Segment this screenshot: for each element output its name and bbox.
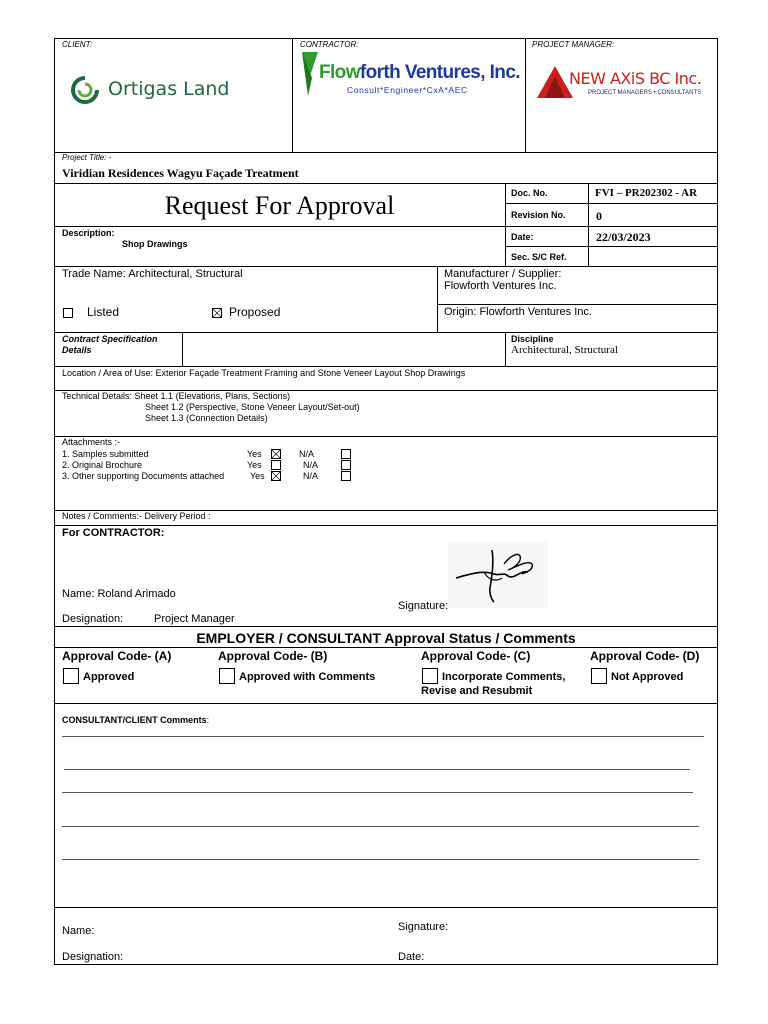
notes-text: Notes / Comments:- Delivery Period :	[62, 511, 211, 521]
incorporate-comments-checkbox[interactable]	[422, 668, 438, 684]
project-title: Viridian Residences Wagyu Façade Treatment	[62, 166, 299, 180]
client-label: CLIENT:	[62, 40, 93, 49]
attachment-na-checkbox-1[interactable]	[341, 449, 351, 459]
attachment-yes-label-1: Yes	[247, 449, 262, 459]
consultant-row-top	[54, 703, 718, 704]
approval-row-top	[54, 626, 718, 627]
approved-checkbox[interactable]	[63, 668, 79, 684]
contractor-logo-name-a: Flow	[319, 62, 360, 83]
signoff-row-top	[54, 907, 718, 908]
description-label: Description:	[62, 228, 115, 238]
description-value: Shop Drawings	[122, 239, 188, 249]
approved-label: Approved	[83, 671, 135, 683]
sec-ref-label: Sec. S/C Ref.	[511, 252, 567, 262]
rfa-line-2	[505, 226, 718, 227]
spec-row-top	[54, 332, 718, 333]
contractor-label: CONTRACTOR:	[300, 40, 359, 49]
client-logo	[70, 74, 240, 106]
client-logo-text: Ortigas Land	[108, 78, 230, 100]
rfa-line-3	[54, 226, 505, 227]
date-value: 22/03/2023	[596, 230, 651, 244]
revision-label: Revision No.	[511, 210, 566, 220]
attachment-na-checkbox-2[interactable]	[341, 460, 351, 470]
rfa-line-1	[505, 203, 718, 204]
proposed-checkbox[interactable]	[212, 308, 222, 318]
project-title-label: Project Title: -	[62, 153, 112, 162]
approval-heading-line	[54, 647, 718, 648]
check-x-icon	[272, 472, 280, 480]
attachment-yes-label-2: Yes	[247, 460, 262, 470]
attachments-label: Attachments :-	[62, 437, 121, 447]
contractor-designation-value: Project Manager	[154, 613, 235, 625]
approval-code-a: Approval Code- (A)	[62, 649, 172, 663]
rfa-divider-left	[505, 183, 506, 267]
doc-no-label: Doc. No.	[511, 188, 548, 198]
attachment-yes-label-3: Yes	[250, 471, 265, 481]
attachment-label-2: 2. Original Brochure	[62, 460, 143, 470]
check-x-icon	[213, 309, 221, 317]
project-row-top	[54, 152, 718, 153]
consultant-designation-label: Designation:	[62, 951, 124, 963]
contractor-logo	[300, 50, 520, 100]
pm-logo-tagline: PROJECT MANAGERS • CONSULTANTS	[588, 90, 702, 96]
ortigas-swirl-icon	[70, 75, 100, 105]
discipline-label: Discipline	[511, 334, 554, 344]
spec-label-1: Contract Specification	[62, 334, 158, 344]
consultant-date-label: Date:	[398, 951, 425, 963]
comment-line-5[interactable]	[62, 859, 699, 860]
doc-no-value: FVI – PR202302 - AR	[595, 187, 698, 199]
attachment-na-checkbox-3[interactable]	[341, 471, 351, 481]
listed-label: Listed	[87, 305, 120, 319]
approved-with-comments-checkbox[interactable]	[219, 668, 235, 684]
contractor-logo-name-b: forth Ventures, Inc.	[359, 62, 520, 83]
contractor-logo-tagline: Consult*Engineer*CxA*AEC	[347, 85, 468, 95]
date-label: Date:	[511, 232, 534, 242]
consultant-comments-colon: :	[206, 715, 210, 725]
approval-code-d: Approval Code- (D)	[590, 649, 700, 663]
attachment-na-label-3: N/A	[303, 471, 319, 481]
project-manager-label: PROJECT MANAGER:	[532, 40, 615, 49]
listed-checkbox[interactable]	[63, 308, 73, 318]
manufacturer-value: Flowforth Ventures Inc.	[444, 280, 557, 292]
proposed-label: Proposed	[229, 305, 281, 319]
revise-resubmit-label: Revise and Resubmit	[421, 685, 533, 697]
spec-divider-2	[505, 332, 506, 366]
technical-line-3: Sheet 1.3 (Connection Details)	[145, 413, 268, 423]
location-text: Location / Area of Use: Exterior Façade Treatment Framing and Stone Veneer Layout Shop Drawings	[62, 368, 466, 378]
contractor-row-top	[54, 525, 718, 526]
attachment-label-3: 3. Other supporting Documents attached	[62, 471, 225, 481]
header-divider-2	[525, 38, 526, 153]
approved-with-comments-label: Approved with Comments	[239, 671, 376, 683]
consultant-signature-label: Signature:	[398, 921, 449, 933]
attachment-yes-checkbox-1[interactable]	[271, 449, 281, 459]
not-approved-label: Not Approved	[611, 671, 684, 683]
trade-name: Trade Name: Architectural, Structural	[62, 268, 243, 280]
pm-logo-name: NEW AXiS BC Inc.	[569, 69, 702, 88]
contractor-heading: For CONTRACTOR:	[62, 527, 165, 539]
spec-label-2: Details	[62, 345, 92, 355]
check-x-icon	[272, 450, 280, 458]
contractor-name: Name: Roland Arimado	[62, 588, 176, 600]
contractor-signature-image	[448, 542, 548, 608]
consultant-comments-heading	[62, 715, 209, 726]
approval-code-b: Approval Code- (B)	[218, 649, 328, 663]
comment-line-1[interactable]	[62, 736, 704, 737]
pm-logo	[535, 64, 713, 104]
trade-row-top	[54, 266, 718, 267]
form-heading: Request For Approval	[164, 191, 395, 220]
approval-code-c: Approval Code- (C)	[421, 649, 531, 663]
revision-value: 0	[596, 209, 602, 223]
attachment-yes-checkbox-2[interactable]	[271, 460, 281, 470]
rfa-line-4	[505, 246, 718, 247]
technical-line-2: Sheet 1.2 (Perspective, Stone Veneer Layout/Set-out)	[145, 402, 360, 412]
consultant-name-label: Name:	[62, 925, 95, 937]
contractor-signature-label: Signature:	[398, 600, 449, 612]
rfa-divider-mid	[588, 183, 589, 267]
contractor-designation-label: Designation:	[62, 613, 124, 625]
technical-line-1: Technical Details: Sheet 1.1 (Elevations, Plans, Sections)	[62, 391, 291, 401]
origin-value: Origin: Flowforth Ventures Inc.	[444, 306, 592, 318]
attachment-na-label-1: N/A	[299, 449, 315, 459]
attachment-na-label-2: N/A	[303, 460, 319, 470]
header-divider-1	[292, 38, 293, 153]
trade-divider	[437, 266, 438, 333]
consultant-comments-label: CONSULTANT/CLIENT Comments	[62, 715, 207, 725]
approval-heading: EMPLOYER / CONSULTANT Approval Status / Comments	[196, 630, 576, 646]
spec-divider-1	[182, 332, 183, 366]
comment-line-3[interactable]	[62, 792, 693, 793]
attachment-yes-checkbox-3[interactable]	[271, 471, 281, 481]
attachments-row-top	[54, 436, 718, 437]
manufacturer-label: Manufacturer / Supplier:	[444, 268, 562, 280]
comment-line-2[interactable]	[64, 769, 690, 770]
incorporate-comments-label: Incorporate Comments,	[442, 671, 566, 683]
not-approved-checkbox[interactable]	[591, 668, 607, 684]
attachment-label-1: 1. Samples submitted	[62, 449, 149, 459]
rfa-row-top	[54, 183, 718, 184]
location-row-top	[54, 366, 718, 367]
origin-line	[437, 304, 718, 305]
comment-line-4[interactable]	[62, 826, 699, 827]
flowforth-leaf-icon	[300, 50, 320, 98]
discipline-value: Architectural, Structural	[511, 344, 618, 356]
